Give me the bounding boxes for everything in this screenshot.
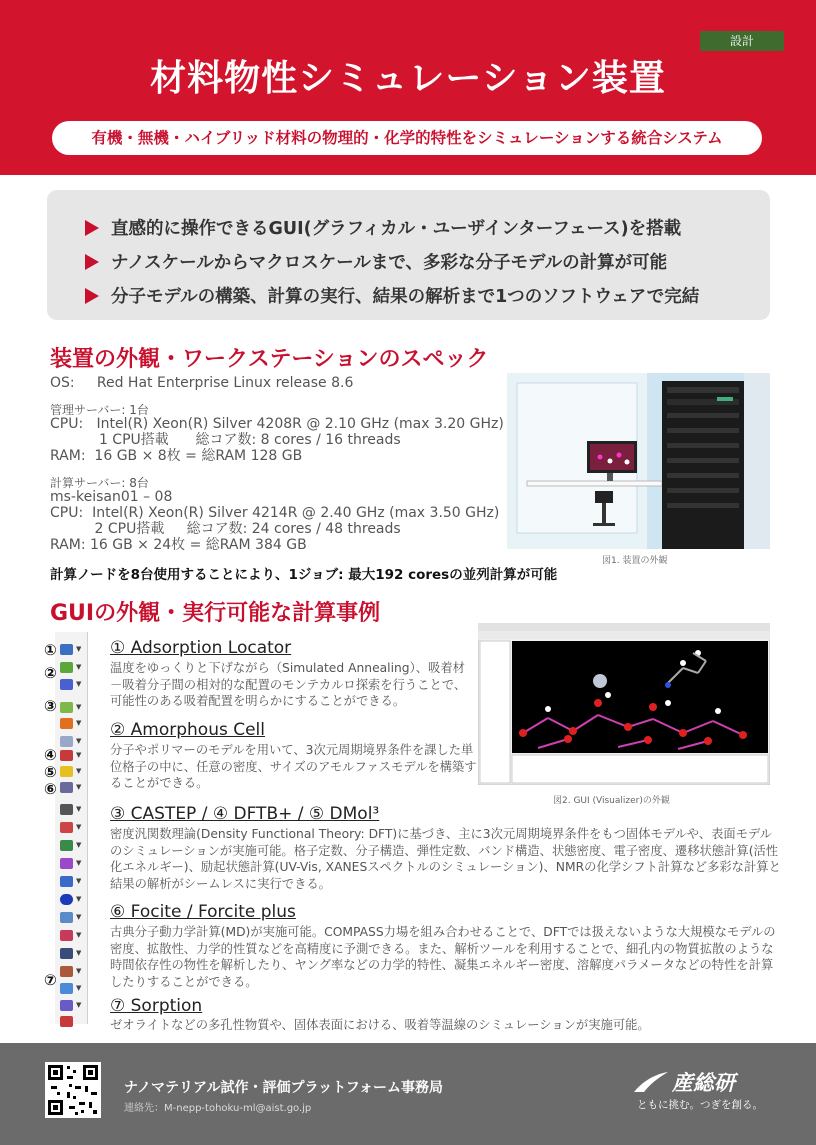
- module-icon[interactable]: [60, 894, 73, 905]
- dropdown-arrow-icon: ▼: [76, 767, 82, 775]
- dropdown-arrow-icon: ▼: [76, 823, 82, 831]
- item-title-castep-dftb-dmol3: ③ CASTEP / ④ DFTB+ / ⑤ DMol³: [110, 804, 380, 824]
- aist-logo: 産総研: [672, 1071, 735, 1095]
- toolbar-marker: ①: [44, 641, 57, 659]
- dropdown-arrow-icon: ▼: [76, 859, 82, 867]
- footer-contact[interactable]: 連絡先：M-nepp-tohoku-ml@aist.go.jp: [124, 1103, 312, 1114]
- module-icon[interactable]: [60, 1000, 73, 1011]
- dmol3-icon[interactable]: [60, 766, 73, 777]
- toolbar-marker: ③: [44, 697, 57, 715]
- page-title: 材料物性シミュレーション装置: [150, 58, 666, 99]
- sorption-icon[interactable]: [60, 983, 73, 994]
- module-icon[interactable]: [60, 840, 73, 851]
- toolbar-marker: ②: [44, 664, 57, 682]
- mgmt-ram-spec: RAM: 16 GB × 8枚 = 総RAM 128 GB: [50, 448, 303, 464]
- module-icon[interactable]: [60, 876, 73, 887]
- dropdown-arrow-icon: ▼: [76, 1001, 82, 1009]
- adsorption-locator-icon[interactable]: [60, 644, 73, 655]
- calc-server-title: 計算サーバー: 8台: [50, 476, 149, 490]
- aist-tagline: ともに挑む。つぎを創る。: [637, 1099, 763, 1111]
- triangle-bullet-icon: [85, 220, 99, 236]
- mgmt-cores-spec: 1 CPU搭載 総コア数: 8 cores / 16 threads: [50, 432, 401, 448]
- triangle-bullet-icon: [85, 254, 99, 270]
- toolbar-marker: ⑥: [44, 780, 57, 798]
- dropdown-arrow-icon: ▼: [76, 967, 82, 975]
- module-toolbar: [55, 632, 88, 1024]
- dropdown-arrow-icon: ▼: [76, 703, 82, 711]
- figure1-caption: 図1. 装置の外観: [602, 556, 668, 566]
- triangle-bullet-icon: [85, 288, 99, 304]
- specs-heading: 装置の外観・ワークステーションのスペック: [50, 347, 489, 372]
- calc-cpu-spec: CPU: Intel(R) Xeon(R) Silver 4214R @ 2.40 GHz (max 3.50 GHz): [50, 505, 500, 521]
- module-icon[interactable]: [60, 822, 73, 833]
- module-icon[interactable]: [60, 930, 73, 941]
- dropdown-arrow-icon: ▼: [76, 751, 82, 759]
- dropdown-arrow-icon: ▼: [76, 877, 82, 885]
- feature-box: [47, 190, 770, 320]
- module-icon[interactable]: [60, 948, 73, 959]
- toolbar-marker: ④: [44, 746, 57, 764]
- calc-hosts-spec: ms-keisan01 – 08: [50, 489, 173, 505]
- os-spec: OS: Red Hat Enterprise Linux release 8.6: [50, 375, 354, 391]
- dropdown-arrow-icon: ▼: [76, 783, 82, 791]
- mgmt-server-title: 管理サーバー: 1台: [50, 403, 149, 417]
- item-body-amorphous-cell: 分子やポリマーのモデルを用いて、3次元周期境界条件を課した単位格子の中に、任意の密度、サイズのアモルファスモデルを構築することができる。: [110, 743, 477, 790]
- item-body-castep-dftb-dmol3: 密度汎関数理論(Density Functional Theory: DFT)に基づき、主に3次元周期境界条件をもつ固体モデルや、表面モデルのシミュレーションが実施可能。格子定数、分子構造、弾性定数、バンド構造、状態密度、電子密度、遷移状態計算(活性化エネルギー)、励起状態計算(UV-Vis, XANESスペクトルのシミュレーション)、NMRの化学シフト計算など多彩な計算と結果の解析がシームレスに実行できる。: [110, 827, 781, 891]
- item-body-sorption: ゼオライトなどの多孔性物質や、固体表面における、吸着等温線のシミュレーションが実施可能。: [110, 1018, 650, 1032]
- dropdown-arrow-icon: ▼: [76, 841, 82, 849]
- dropdown-arrow-icon: ▼: [76, 805, 82, 813]
- gui-visualizer-screenshot: [478, 623, 770, 785]
- item-title-adsorption-locator: ① Adsorption Locator: [110, 638, 292, 658]
- module-icon[interactable]: [60, 912, 73, 923]
- dropdown-arrow-icon: ▼: [76, 719, 82, 727]
- toolbar-marker: ⑤: [44, 763, 57, 781]
- dropdown-arrow-icon: ▼: [76, 737, 82, 745]
- module-icon[interactable]: [60, 858, 73, 869]
- dropdown-arrow-icon: ▼: [76, 663, 82, 671]
- footer-title: ナノマテリアル試作・評価プラットフォーム事務局: [124, 1080, 444, 1096]
- module-icon[interactable]: [60, 1016, 73, 1027]
- module-icon[interactable]: [60, 736, 73, 747]
- mgmt-cpu-spec: CPU: Intel(R) Xeon(R) Silver 4208R @ 2.10 GHz (max 3.20 GHz): [50, 416, 504, 432]
- item-title-sorption: ⑦ Sorption: [110, 996, 203, 1016]
- feature-item: ナノスケールからマクロスケールまで、多彩な分子モデルの計算が可能: [85, 249, 667, 274]
- amorphous-cell-icon[interactable]: [60, 662, 73, 673]
- item-title-amorphous-cell: ② Amorphous Cell: [110, 720, 266, 740]
- dropdown-arrow-icon: ▼: [76, 645, 82, 653]
- dropdown-arrow-icon: ▼: [76, 913, 82, 921]
- calc-ram-spec: RAM: 16 GB × 24枚 = 総RAM 384 GB: [50, 537, 307, 553]
- parallel-note: 計算ノードを8台使用することにより、1ジョブ: 最大192 coresの並列計算が可能: [50, 567, 558, 583]
- equipment-photo: [507, 373, 770, 549]
- figure2-caption: 図2. GUI (Visualizer)の外観: [553, 796, 670, 806]
- aist-logo-swoosh-icon: [632, 1070, 670, 1094]
- dropdown-arrow-icon: ▼: [76, 931, 82, 939]
- module-icon[interactable]: [60, 679, 73, 690]
- toolbar-marker: ⑦: [44, 971, 57, 989]
- dftb-icon[interactable]: [60, 750, 73, 761]
- dropdown-arrow-icon: ▼: [76, 949, 82, 957]
- gui-heading: GUIの外観・実行可能な計算事例: [50, 601, 381, 626]
- dropdown-arrow-icon: ▼: [76, 680, 82, 688]
- subtitle: 有機・無機・ハイブリッド材料の物理的・化学的特性をシミュレーションする統合システム: [52, 121, 762, 155]
- category-badge: 設計: [700, 31, 784, 51]
- dropdown-arrow-icon: ▼: [76, 984, 82, 992]
- feature-item: 直感的に操作できるGUI(グラフィカル・ユーザインターフェース)を搭載: [85, 215, 681, 240]
- item-title-forcite: ⑥ Focite / Forcite plus: [110, 902, 296, 922]
- forcite-icon[interactable]: [60, 782, 73, 793]
- item-body-forcite: 古典分子動力学計算(MD)が実施可能。COMPASS力場を組み合わせることで、DFTでは扱えないような大規模なモデルの密度、拡散性、力学的性質などを高精度に予測できる。また、解析ツールを利用することで、細孔内の物質拡散のような時間依存性の物性を解析したり、ヤング率などの力学的特性、凝集エネルギー密度、溶解度パラメータなどの特性を計算したりすることができる。: [110, 925, 776, 989]
- module-icon[interactable]: [60, 718, 73, 729]
- module-icon[interactable]: [60, 804, 73, 815]
- calc-cores-spec: 2 CPU搭載 総コア数: 24 cores / 48 threads: [50, 521, 401, 537]
- feature-item: 分子モデルの構築、計算の実行、結果の解析まで1つのソフトウェアで完結: [85, 283, 699, 308]
- module-icon[interactable]: [60, 966, 73, 977]
- qr-code[interactable]: [45, 1062, 101, 1118]
- item-body-adsorption-locator: 温度をゆっくりと下げながら（Simulated Annealing）、吸着材－吸着分子間の相対的な配置のモンテカルロ探索を行うことで、可能性のある吸着配置を明らかにすることができる。: [110, 661, 467, 708]
- dropdown-arrow-icon: ▼: [76, 895, 82, 903]
- castep-icon[interactable]: [60, 702, 73, 713]
